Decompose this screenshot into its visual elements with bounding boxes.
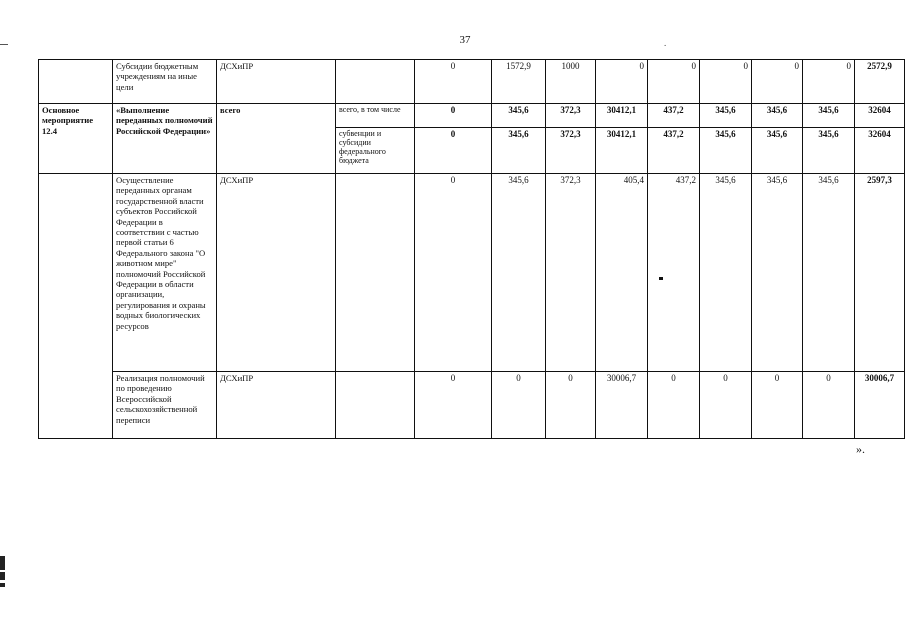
activity-cell: Основное мероприятие 12.4 [39,104,113,174]
value-cell: 0 [700,372,752,439]
value-cell: 0 [492,372,546,439]
value-cell: 30412,1 [596,104,648,128]
value-cell: 405,4 [596,174,648,372]
name-cell: Субсидии бюджетным учреждениям на иные цели [113,60,217,104]
scan-artifact [0,572,5,580]
edge-mark [0,44,8,45]
value-cell: 345,6 [752,104,803,128]
scan-artifact [0,583,5,587]
table-row [39,104,905,128]
value-cell: 345,6 [492,128,546,174]
value-cell: 372,3 [546,174,596,372]
name-cell: «Выполнение переданных полномочий Российской Федерации» [113,104,217,174]
source-cell [336,60,415,104]
value-cell: 0 [415,104,492,128]
value-cell: 437,2 [648,104,700,128]
value-cell: 0 [546,372,596,439]
activity-cell [39,174,113,439]
executor-cell: ДСХиПР [217,60,336,104]
value-cell: 0 [648,60,700,104]
source-cell: субвенции и субсидии федерального бюджета [336,128,415,174]
value-cell: 345,6 [700,174,752,372]
value-cell: 0 [700,60,752,104]
budget-table [38,59,905,439]
table-row [39,372,905,439]
scan-artifact [0,556,5,570]
page-number: 37 [459,34,471,46]
value-cell: 0 [596,60,648,104]
value-cell: 345,6 [700,128,752,174]
value-cell: 345,6 [492,104,546,128]
source-cell: всего, в том числе [336,104,415,128]
value-cell: 345,6 [492,174,546,372]
value-cell: 345,6 [700,104,752,128]
source-cell [336,174,415,372]
value-cell: 345,6 [803,128,855,174]
executor-cell: ДСХиПР [217,174,336,372]
source-cell [336,372,415,439]
total-cell: 30006,7 [855,372,905,439]
closing-quote: ». [856,442,865,456]
value-cell: 0 [803,372,855,439]
name-cell: Реализация полномочий по проведению Всероссийской сельскохозяйственной переписи [113,372,217,439]
total-cell: 32604 [855,104,905,128]
table-row [39,60,905,104]
value-cell: 30006,7 [596,372,648,439]
total-cell: 32604 [855,128,905,174]
value-cell: 0 [803,60,855,104]
value-cell: 0 [415,128,492,174]
value-cell: 372,3 [546,128,596,174]
value-cell: 437,2 [648,128,700,174]
value-cell: 30412,1 [596,128,648,174]
executor-cell: всего [217,104,336,174]
value-cell: 0 [415,174,492,372]
name-cell: Осуществление переданных органам государственной власти субъектов Российской Федерации в соответствии с частью первой статьи 6 Федерального закона "О животном мире" полномочий Российской Федерации в области организации, регулирования и охраны водных биологических ресурсов [113,174,217,372]
value-cell: 1000 [546,60,596,104]
executor-cell: ДСХиПР [217,372,336,439]
value-cell: 345,6 [752,128,803,174]
total-cell: 2597,3 [855,174,905,372]
total-cell: 2572,9 [855,60,905,104]
table-row [39,174,905,372]
value-cell: 1572,9 [492,60,546,104]
value-cell: 345,6 [803,174,855,372]
value-cell: 0 [415,372,492,439]
value-cell: 345,6 [803,104,855,128]
value-cell: 0 [752,60,803,104]
value-cell: 0 [752,372,803,439]
value-cell: 0 [648,372,700,439]
activity-cell [39,60,113,104]
scan-dot: . [664,38,667,48]
value-cell: 345,6 [752,174,803,372]
value-cell: 437,2 [648,174,700,372]
value-cell: 372,3 [546,104,596,128]
value-cell: 0 [415,60,492,104]
